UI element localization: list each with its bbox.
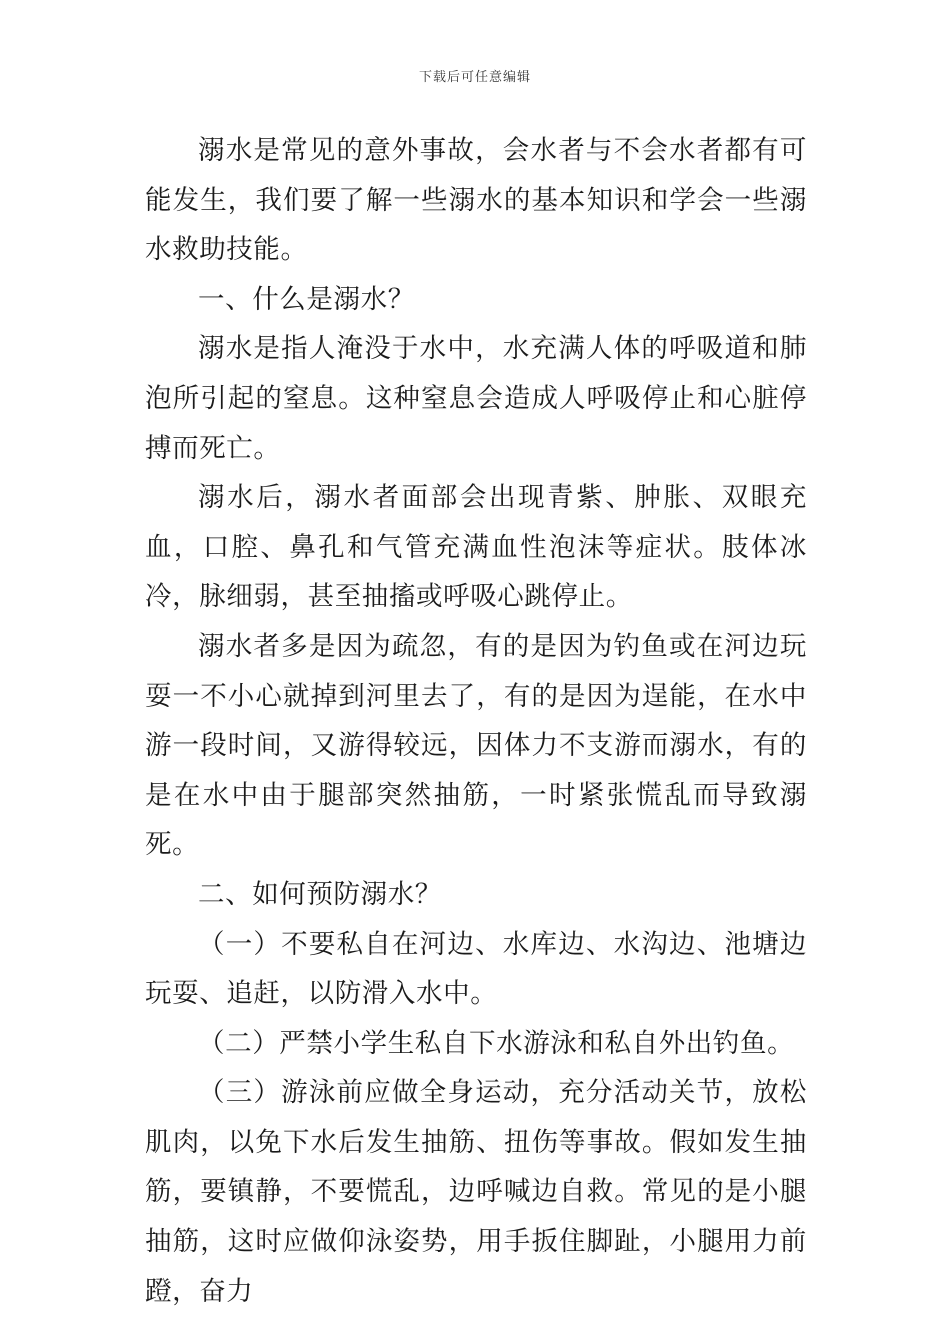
document-body xyxy=(145,126,807,1316)
intro-paragraph: 溺水是常见的意外事故，会水者与不会水者都有可能发生，我们要了解一些溺水的基本知识和学会一些溺水救助技能。 xyxy=(145,135,807,266)
symptoms-paragraph: 溺水后，溺水者面部会出现青紫、肿胀、双眼充血，口腔、鼻孔和气管充满血性泡沫等症状。肢体冰冷，脉细弱，甚至抽搐或呼吸心跳停止。 xyxy=(145,482,807,613)
prevention-item-2: （二）严禁小学生私自下水游泳和私自外出钓鱼。 xyxy=(198,1027,795,1059)
causes-paragraph: 溺水者多是因为疏忽，有的是因为钓鱼或在河边玩耍一不小心就掉到河里去了，有的是因为逞能，在水中游一段时间，又游得较远，因体力不支游而溺水，有的是在水中由于腿部突然抽筋，一时紧张慌乱而导致溺死。 xyxy=(145,630,807,861)
section-heading-prevention: 二、如何预防溺水？ xyxy=(198,878,442,910)
definition-paragraph: 溺水是指人淹没于水中，水充满人体的呼吸道和肺泡所引起的窒息。这种窒息会造成人呼吸停止和心脏停搏而死亡。 xyxy=(145,333,807,464)
prevention-item-1: （一）不要私自在河边、水库边、水沟边、池塘边玩耍、追赶，以防滑入水中。 xyxy=(145,928,807,1010)
prevention-item-3: （三）游泳前应做全身运动，充分活动关节，放松肌肉，以免下水后发生抽筋、扭伤等事故。假如发生抽筋，要镇静，不要慌乱，边呼喊边自救。常见的是小腿抽筋，这时应做仰泳姿势，用手扳住脚趾，小腿用力前蹬，奋力 xyxy=(145,1077,807,1307)
section-heading-what-is-drowning: 一、什么是溺水？ xyxy=(198,283,415,315)
download-edit-note: 下载后可任意编辑 xyxy=(418,70,531,85)
